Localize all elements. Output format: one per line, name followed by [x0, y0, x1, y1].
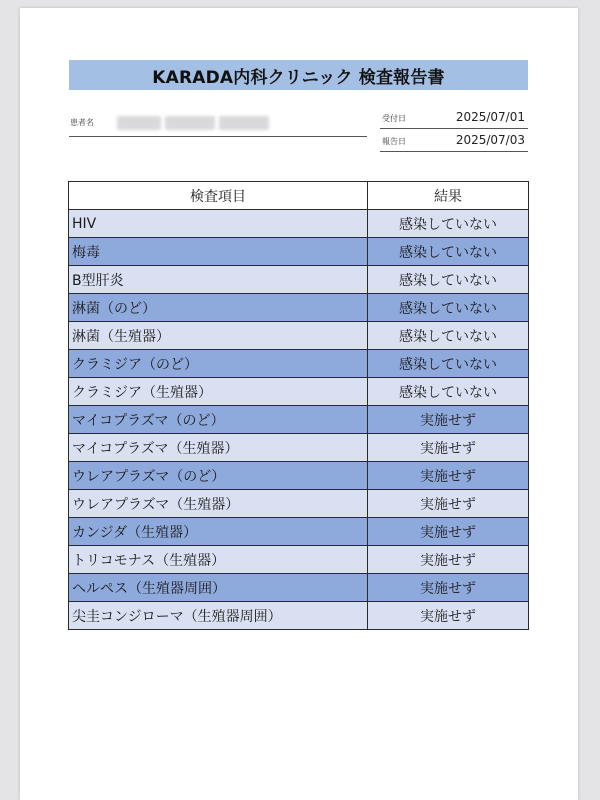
patient-name-field: [69, 112, 367, 137]
test-result: 実施せず: [368, 546, 529, 574]
table-row: [69, 322, 529, 350]
test-item: クラミジア（生殖器）: [69, 378, 368, 406]
test-result: 感染していない: [368, 294, 529, 322]
test-result: 実施せず: [368, 490, 529, 518]
test-item: 淋菌（生殖器）: [69, 322, 368, 350]
table-row: [69, 462, 529, 490]
table-row: [69, 210, 529, 238]
test-result: 実施せず: [368, 462, 529, 490]
table-row: [69, 574, 529, 602]
test-result: 実施せず: [368, 406, 529, 434]
report-page: [20, 8, 578, 800]
report-title: KARADA内科クリニック 検査報告書: [152, 67, 445, 88]
report-title-bar: [69, 60, 528, 90]
received-date-row: [380, 108, 528, 129]
test-item: クラミジア（のど）: [69, 350, 368, 378]
test-item: 梅毒: [69, 238, 368, 266]
table-row: [69, 266, 529, 294]
test-result: 感染していない: [368, 266, 529, 294]
table-row: [69, 294, 529, 322]
table-row: [69, 238, 529, 266]
received-date-label: 受付日: [382, 114, 406, 123]
table-row: [69, 518, 529, 546]
table-row: [69, 546, 529, 574]
test-item: トリコモナス（生殖器）: [69, 546, 368, 574]
test-item: 淋菌（のど）: [69, 294, 368, 322]
test-result: 実施せず: [368, 518, 529, 546]
received-date-value: 2025/07/01: [455, 110, 525, 124]
test-item: ウレアプラズマ（生殖器）: [69, 490, 368, 518]
table-header-row: [69, 182, 529, 210]
test-item: B型肝炎: [69, 266, 368, 294]
test-item: マイコプラズマ（のど）: [69, 406, 368, 434]
table-row: [69, 378, 529, 406]
test-result: 感染していない: [368, 238, 529, 266]
header-result: 結果: [368, 182, 529, 210]
test-item: ウレアプラズマ（のど）: [69, 462, 368, 490]
test-result: 感染していない: [368, 350, 529, 378]
patient-name-label: 患者名: [70, 118, 94, 127]
test-result: 実施せず: [368, 434, 529, 462]
test-result: 実施せず: [368, 574, 529, 602]
table-row: [69, 350, 529, 378]
table-row: [69, 490, 529, 518]
table-row: [69, 602, 529, 630]
test-result: 感染していない: [368, 378, 529, 406]
test-result: 実施せず: [368, 602, 529, 630]
results-table: [68, 181, 529, 630]
test-item: 尖圭コンジローマ（生殖器周囲）: [69, 602, 368, 630]
report-date-label: 報告日: [382, 137, 406, 146]
test-result: 感染していない: [368, 322, 529, 350]
table-row: [69, 434, 529, 462]
test-item: マイコプラズマ（生殖器）: [69, 434, 368, 462]
patient-name-redacted: [219, 116, 269, 130]
patient-name-redacted: [165, 116, 215, 130]
test-item: カンジダ（生殖器）: [69, 518, 368, 546]
table-row: [69, 406, 529, 434]
test-result: 感染していない: [368, 210, 529, 238]
test-item: ヘルペス（生殖器周囲）: [69, 574, 368, 602]
test-item: HIV: [69, 210, 368, 238]
report-date-value: 2025/07/03: [455, 133, 525, 147]
patient-name-redacted: [117, 116, 161, 130]
header-test-item: 検査項目: [69, 182, 368, 210]
report-date-row: [380, 131, 528, 152]
